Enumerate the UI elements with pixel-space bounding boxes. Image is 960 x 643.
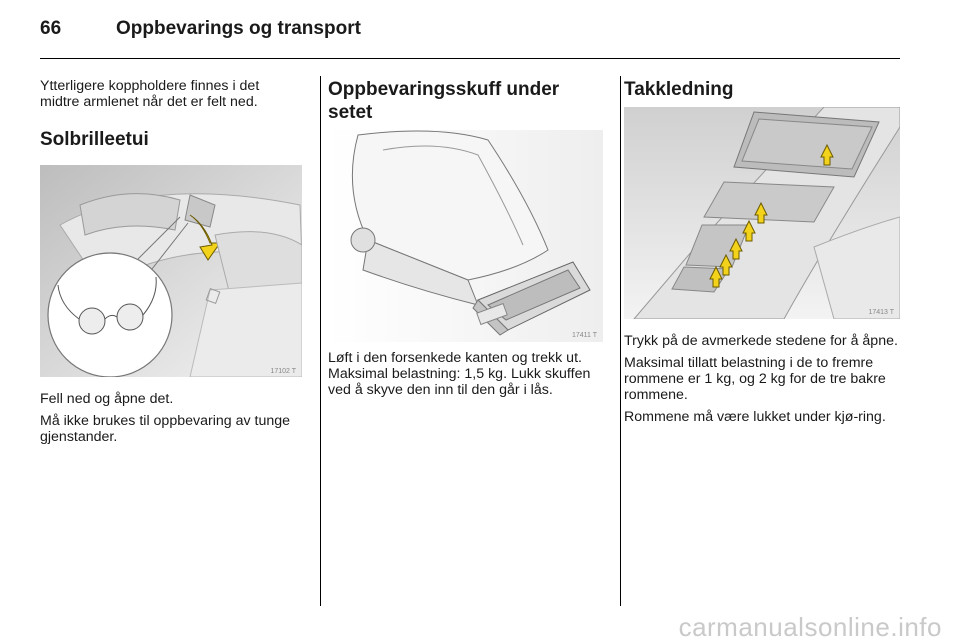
intro-paragraph: Ytterligere koppholdere finnes i det midtre armlenet når det er felt ned. [40,78,260,110]
page-title: Oppbevarings og transport [116,18,361,39]
section-heading-drawer: Oppbevaringsskuff under setet [328,79,560,123]
column-3 [624,78,900,431]
headliner-driving-note: Rommene må være lukket under kjø-ring. [624,409,886,425]
figure-code-17102: 17102 T [270,368,296,375]
page-number: 66 [40,18,62,39]
headliner-instruction: Trykk på de avmerkede stedene for å åpne. [624,333,898,349]
column-divider-1 [320,76,321,606]
figure-code-17413: 17413 T [868,309,894,316]
drawer-instruction: Løft i den forsenkede kanten og trekk ut. Maksimal belastning: 1,5 kg. Lukk skuffen ved å skyve den inn til den går i lås. [328,350,591,398]
figure-sunglasses-holder [40,165,302,377]
column-2 [328,78,603,404]
header-rule [40,58,900,59]
figure-seat-drawer [328,130,603,342]
watermark: carmanualsonline.info [678,612,942,642]
instruction-open: Fell ned og åpne det. [40,391,174,407]
column-divider-2 [620,76,621,606]
section-heading-headliner: Takkledning [624,79,734,100]
warning-heavy-items: Må ikke brukes til oppbevaring av tunge gjenstander. [40,413,290,445]
section-heading-sunglasses: Solbrilleetui [40,129,149,150]
column-1 [40,78,302,451]
figure-code-17411: 17411 T [571,332,597,339]
page-header [40,18,900,48]
figure-roof-lining [624,107,900,319]
headliner-load-info: Maksimal tillatt belastning i de to fremre rommene er 1 kg, og 2 kg for de tre bakre rommene. [624,355,886,403]
